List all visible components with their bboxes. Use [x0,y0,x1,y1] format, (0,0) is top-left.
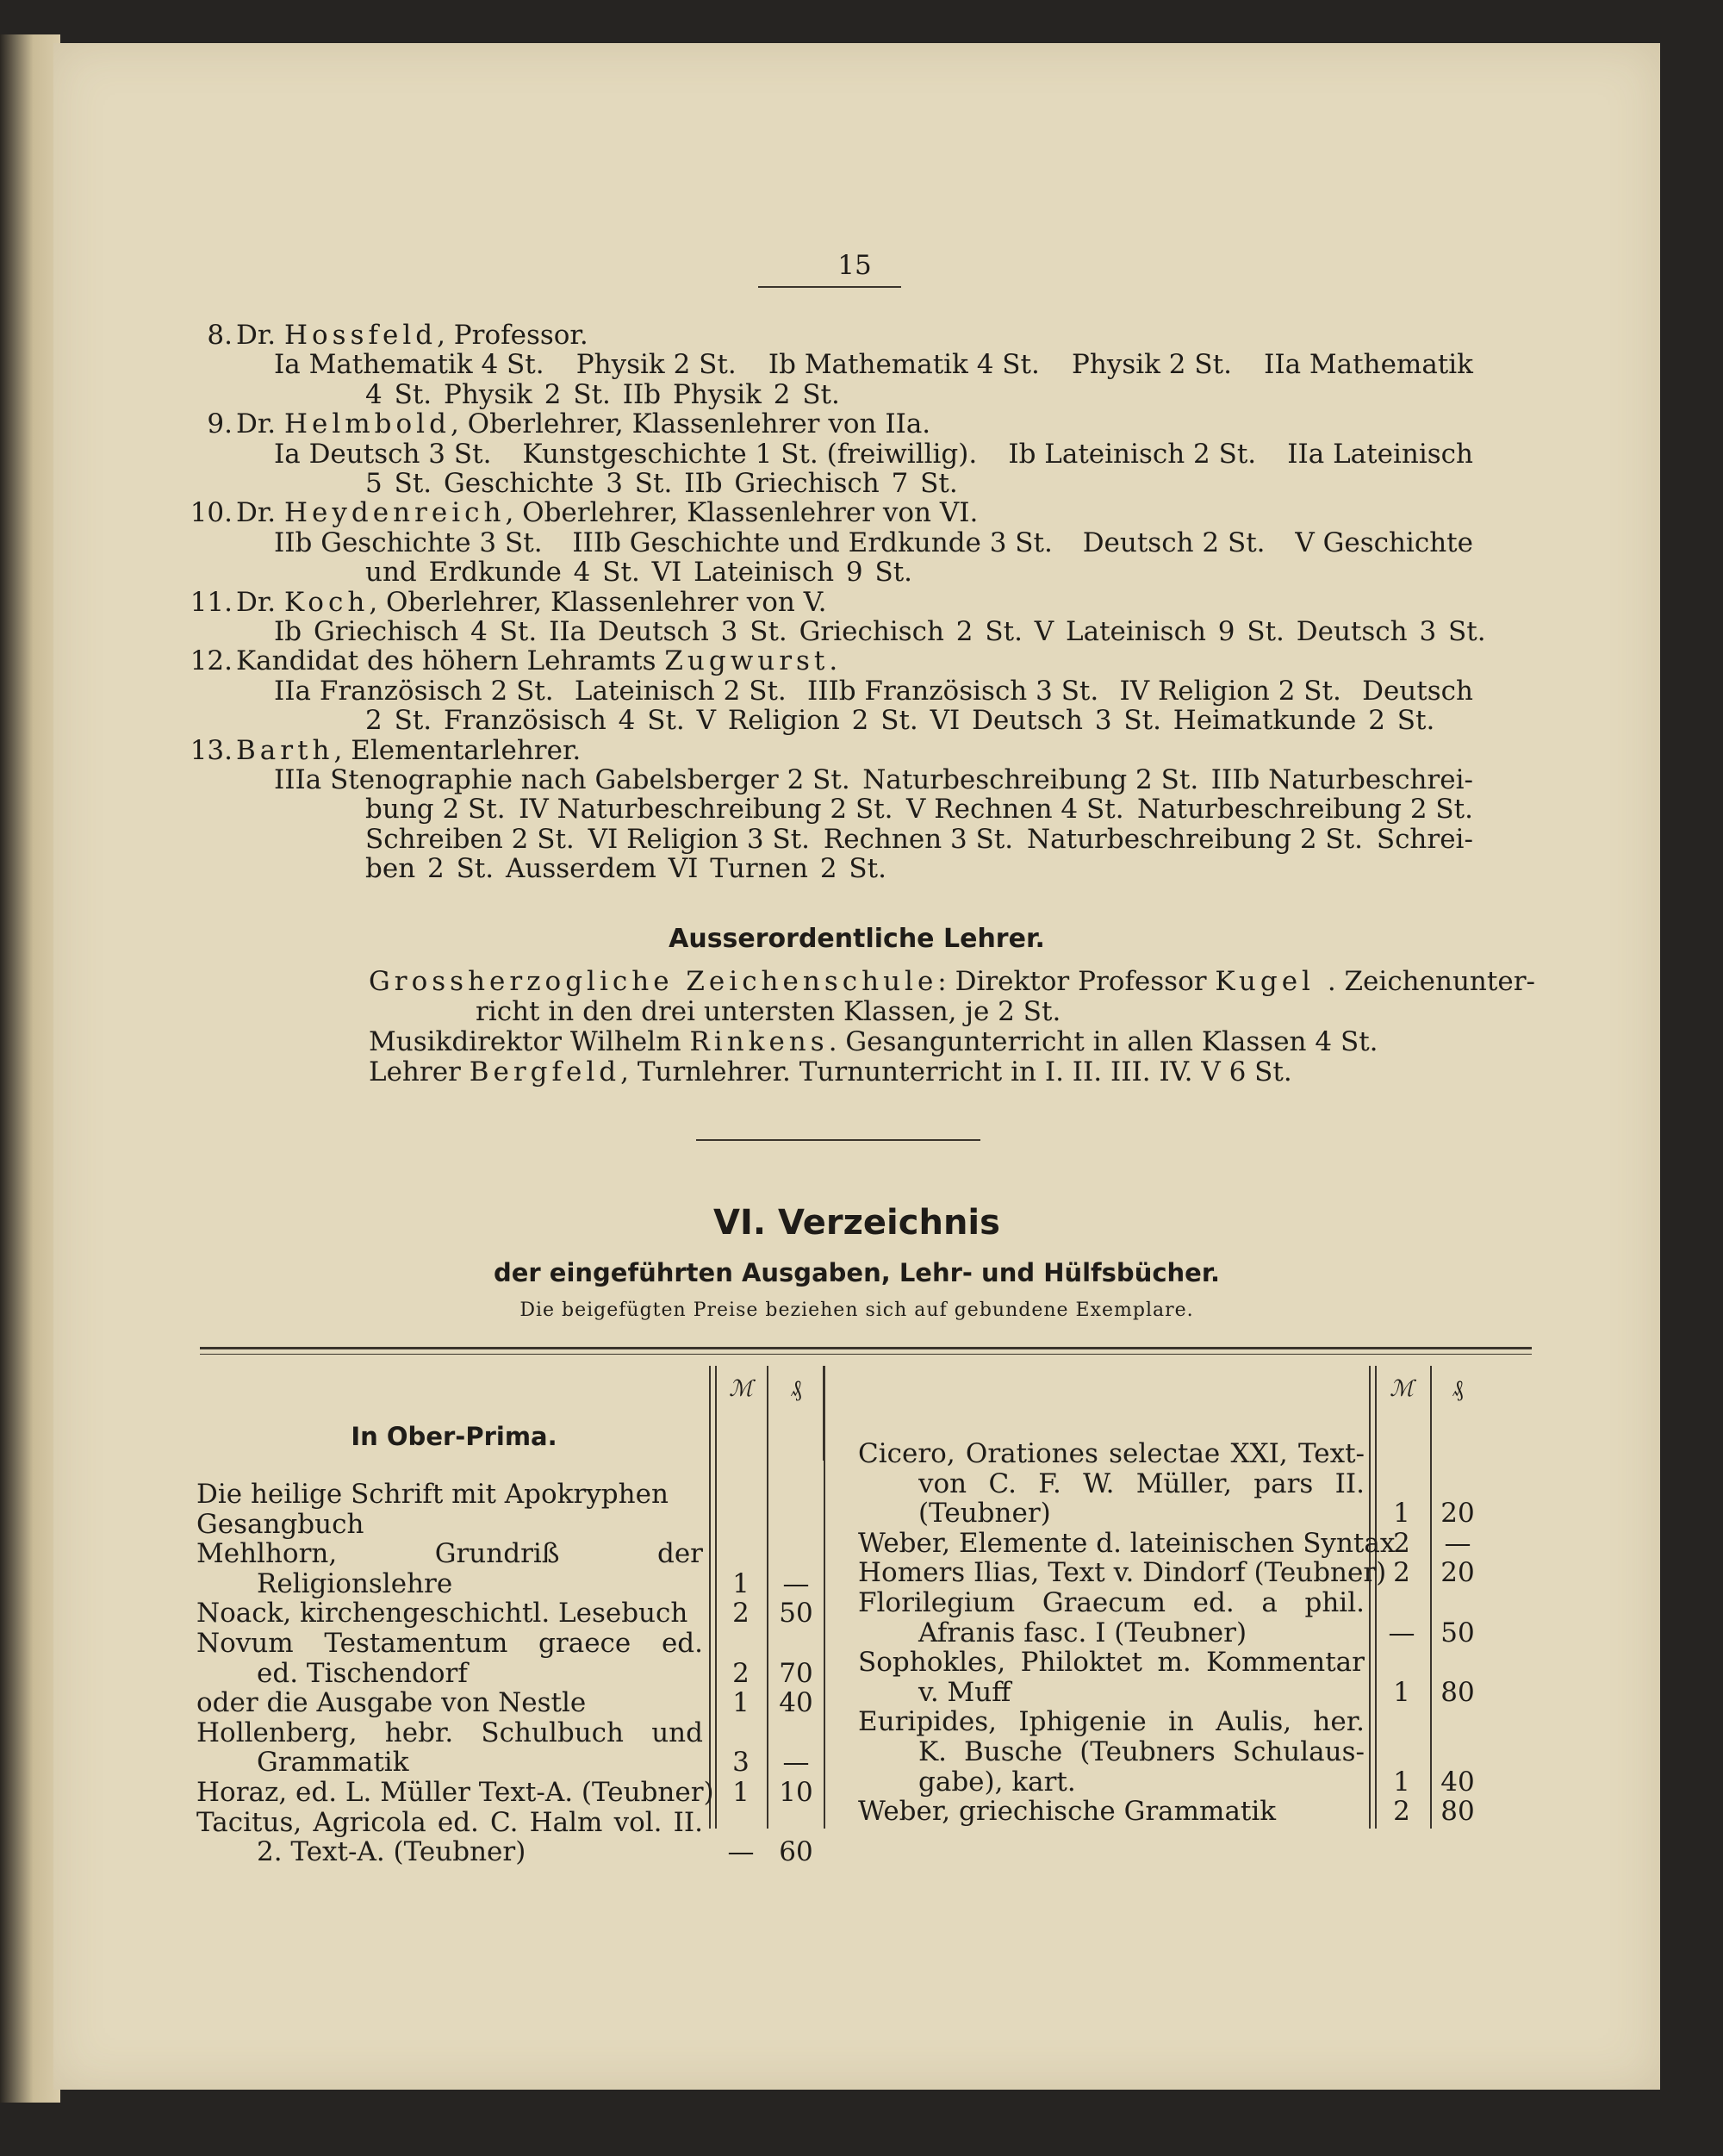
book-title-line: Sophokles, Philoktet m. Kommentar [858,1648,1365,1678]
book-title-line: Tacitus, Agricola ed. C. Halm vol. II. [196,1807,703,1837]
duty-segment: IV Religion 2 St. [1119,675,1341,707]
duty-segment: Schreiben 2 St. [365,823,575,855]
book-title-continuation: 2. Text-A. (Teubner) [257,1836,526,1868]
book-price-pfennig: 70 [779,1657,813,1689]
book-price-pfennig: — [782,1567,810,1599]
teacher-name-kugel: Kugel [1215,966,1315,997]
teacher-role: , Oberlehrer, Klassenlehrer von IIa. [450,408,931,440]
right-mark-header: ℳ [1390,1376,1414,1402]
teacher-heading [236,646,837,676]
teacher-duties-line [274,350,1473,379]
duty-segment: VI Religion 3 St. [588,823,811,855]
book-title-line: Euripides, Iphigenie in Aulis, her. [858,1707,1365,1737]
book-price-pfennig: 40 [779,1687,813,1719]
teacher-heading [236,498,978,527]
teacher-name: Barth [236,734,334,766]
teacher-duties-line: und Erdkunde 4 St. VI Lateinisch 9 St. [365,557,913,589]
extra-line-1-text: : Direktor Professor [937,966,1216,997]
teacher-prefix: Dr. [236,586,277,618]
book-title-continuation: Afranis fasc. I (Teubner) [918,1617,1247,1648]
extra-line-4-pre: Lehrer [369,1056,470,1087]
duty-segment: Kunstgeschichte 1 St. (freiwillig). [522,438,978,470]
section-title: VI. Verzeichnis [713,1203,1000,1243]
page-number-rule [758,286,901,288]
book-price-mark: 1 [1393,1766,1410,1798]
right-col-rule-3 [1430,1366,1432,1829]
book-title-continuation: v. Muff [918,1676,1011,1708]
duty-segment: bung 2 St. [365,794,506,826]
duty-segment: IIa Mathematik [1264,349,1473,381]
duty-segment: Physik 2 St. [575,349,737,381]
book-title-line: Florilegium Graecum ed. a phil. [858,1588,1365,1617]
teacher-name: Heydenreich [283,497,506,529]
book-price-mark: 1 [1393,1498,1410,1530]
right-pf-header: ₰ [1452,1376,1464,1402]
left-col-rule-1 [709,1366,711,1829]
book-title-line: Mehlhorn, Grundriß der [196,1539,703,1569]
book-price-pfennig: 50 [779,1598,813,1629]
table-top-rule-thin [200,1354,1532,1355]
teacher-prefix: Dr. [236,320,277,351]
teacher-name: Zugwurst [664,645,830,677]
book-price-pfennig: 40 [1440,1766,1475,1798]
book-price-mark: 1 [1393,1676,1410,1708]
teacher-prefix: Dr. [236,497,277,529]
duty-segment: IIIb Naturbeschrei- [1210,764,1473,795]
teacher-name-rinkens: Rinkens [689,1026,829,1057]
extra-teachers-heading: Ausserordentliche Lehrer. [669,924,1045,954]
book-title-line: Novum Testamentum graece ed. [196,1629,703,1658]
left-col-rule-2 [715,1366,717,1829]
teacher-duties-line [274,676,1473,706]
book-title-line: Weber, Elemente d. lateinischen Syntax [858,1527,1396,1559]
duty-segment: Ia Mathematik 4 St. [274,349,544,381]
teacher-role: , Professor. [437,320,588,351]
book-price-mark: 1 [732,1777,750,1808]
table-top-rule-thick [200,1347,1532,1349]
left-table-heading: In Ober-Prima. [351,1422,557,1451]
right-col-rule-0 [823,1366,824,1461]
book-price-pfennig: 60 [779,1836,813,1868]
teacher-duties-line: 4 St. Physik 2 St. IIb Physik 2 St. [365,378,840,410]
book-title-line: oder die Ausgabe von Nestle [196,1687,587,1719]
extra-line-1-end: . Zeichenunter- [1327,966,1535,997]
teacher-number: 13. [190,734,233,766]
extra-line-2: richt in den drei untersten Klassen, je 2 St. [476,996,1061,1027]
teacher-prefix: Dr. [236,408,277,440]
right-col-rule-1 [1369,1366,1371,1829]
teacher-role: , Elementarlehrer. [333,734,582,766]
school-name: Grossherzogliche Zeichenschule [369,966,938,997]
book-title-continuation: Grammatik [257,1747,409,1779]
teacher-number: 10. [190,497,233,529]
duty-segment: IIIb Französisch 3 St. [807,675,1099,707]
book-price-mark: 2 [732,1657,750,1689]
teacher-number: 8. [207,320,233,351]
book-price-pfennig: 50 [1440,1617,1475,1648]
left-pf-header: ₰ [790,1376,802,1402]
extra-line-3 [369,1027,1378,1056]
duty-segment: Naturbeschreibung 2 St. [862,764,1199,795]
duty-segment: Deutsch 2 St. [1082,527,1266,558]
duty-segment: Schrei- [1376,823,1473,855]
duty-segment: IIb Geschichte 3 St. [274,527,543,558]
teacher-role: . [829,645,838,677]
teacher-heading [236,588,827,617]
book-title-line: Hollenberg, hebr. Schulbuch und [196,1717,703,1748]
book-price-mark: 1 [732,1687,750,1719]
duty-segment: IV Naturbeschreibung 2 St. [519,794,893,826]
book-price-mark: — [727,1836,755,1868]
book-title-continuation: gabe), kart. [918,1766,1076,1798]
section-divider [696,1139,980,1141]
duty-segment: Naturbeschreibung 2 St. [1137,794,1473,826]
teacher-duties-line: 2 St. Französisch 4 St. V Religion 2 St. VI Deutsch 3 St. Heimatkunde 2 St. [365,705,1435,737]
right-col-rule-2 [1375,1366,1377,1829]
book-title-line: Gesangbuch [196,1508,364,1540]
book-price-pfennig: — [1444,1527,1471,1559]
book-title-line: Cicero, Orationes selectae XXI, Text- [858,1439,1365,1468]
teacher-role: , Oberlehrer, Klassenlehrer von VI. [505,497,979,529]
teacher-duties-line: ben 2 St. Ausserdem VI Turnen 2 St. [365,853,886,885]
book-price-mark: 1 [732,1567,750,1599]
duty-segment: Deutsch [1362,675,1473,707]
book-title-continuation: (Teubner) [918,1498,1051,1530]
teacher-name: Hossfeld [283,320,438,351]
teacher-duties-line [365,825,1473,854]
duty-segment: IIIa Stenographie nach Gabelsberger 2 St. [274,764,850,795]
teacher-number: 11. [190,586,233,618]
duty-segment: Lateinisch 2 St. [574,675,787,707]
duty-segment: V Rechnen 4 St. [906,794,1124,826]
book-price-mark: 2 [1393,1527,1410,1559]
teacher-duties-line [274,765,1473,794]
duty-segment: IIa Französisch 2 St. [274,675,554,707]
duty-segment: Rechnen 3 St. [823,823,1014,855]
section-note: Die beigefügten Preise beziehen sich auf gebundene Exemplare. [519,1299,1194,1321]
book-price-pfennig: 10 [779,1777,813,1808]
book-title-line: Horaz, ed. L. Müller Text-A. (Teubner) [196,1777,714,1808]
extra-line-3-pre: Musikdirektor Wilhelm [369,1026,690,1057]
teacher-duties-line [365,794,1473,824]
book-title-line: Die heilige Schrift mit Apokryphen [196,1479,669,1510]
teacher-duties-line [274,528,1473,558]
book-price-mark: 2 [732,1598,750,1629]
extra-line-1 [369,967,1535,996]
book-price-pfennig: 80 [1440,1796,1475,1828]
book-title-line: Homers Ilias, Text v. Dindorf (Teubner) [858,1557,1387,1589]
teacher-duties-line [274,439,1473,469]
duty-segment: Ib Lateinisch 2 St. [1008,438,1257,470]
book-price-mark: 3 [732,1747,750,1779]
extra-line-4-text: , Turnlehrer. Turnunterricht in I. II. III. IV. V 6 St. [620,1056,1292,1087]
duty-segment: Naturbeschreibung 2 St. [1027,823,1363,855]
book-title-continuation: von C. F. W. Müller, pars II. [918,1468,1365,1499]
extra-line-4 [369,1057,1292,1087]
book-price-pfennig: — [782,1747,810,1779]
document-page [53,43,1660,2090]
book-spine-edge [0,34,60,2103]
book-price-pfennig: 20 [1440,1557,1475,1589]
teacher-name: Koch [283,586,370,618]
teacher-number: 12. [190,645,233,677]
duty-segment: Ia Deutsch 3 St. [274,438,492,470]
book-price-pfennig: 80 [1440,1676,1475,1708]
left-col-rule-3 [767,1366,768,1829]
teacher-duties-line: Ib Griechisch 4 St. IIa Deutsch 3 St. Griechisch 2 St. V Lateinisch 9 St. Deutsch 3 St. [274,616,1486,647]
teacher-name-bergfeld: Bergfeld [469,1056,621,1087]
duty-segment: V Geschichte [1295,527,1473,558]
book-price-mark: 2 [1393,1557,1410,1589]
book-title-continuation: ed. Tischendorf [257,1657,468,1689]
duty-segment: Physik 2 St. [1072,349,1232,381]
teacher-heading [236,736,581,765]
book-title-continuation: Religionslehre [257,1567,453,1599]
book-title-continuation: K. Busche (Teubners Schulaus- [918,1737,1365,1767]
teacher-heading [236,409,930,439]
book-title-line: Weber, griechische Grammatik [858,1796,1277,1828]
teacher-role: , Oberlehrer, Klassenlehrer von V. [369,586,827,618]
left-mark-header: ℳ [729,1376,753,1402]
book-price-mark: 2 [1393,1796,1410,1828]
teacher-heading [236,321,588,350]
teacher-duties-line: 5 St. Geschichte 3 St. IIb Griechisch 7 St. [365,468,958,499]
teacher-name: Helmbold [283,408,451,440]
book-title-line: Noack, kirchengeschichtl. Lesebuch [196,1598,688,1629]
section-subtitle: der eingeführten Ausgaben, Lehr- und Hülfsbücher. [493,1258,1221,1287]
teacher-prefix: Kandidat des höhern Lehramts [236,645,656,677]
page-number: 15 [837,250,872,281]
duty-segment: IIa Lateinisch [1287,438,1473,470]
duty-segment: Ib Mathematik 4 St. [768,349,1040,381]
duty-segment: IIIb Geschichte und Erdkunde 3 St. [572,527,1053,558]
extra-line-3-text: . Gesangunterricht in allen Klassen 4 St. [828,1026,1378,1057]
teacher-number: 9. [207,408,233,440]
book-price-mark: — [1388,1617,1415,1648]
book-price-pfennig: 20 [1440,1498,1475,1530]
